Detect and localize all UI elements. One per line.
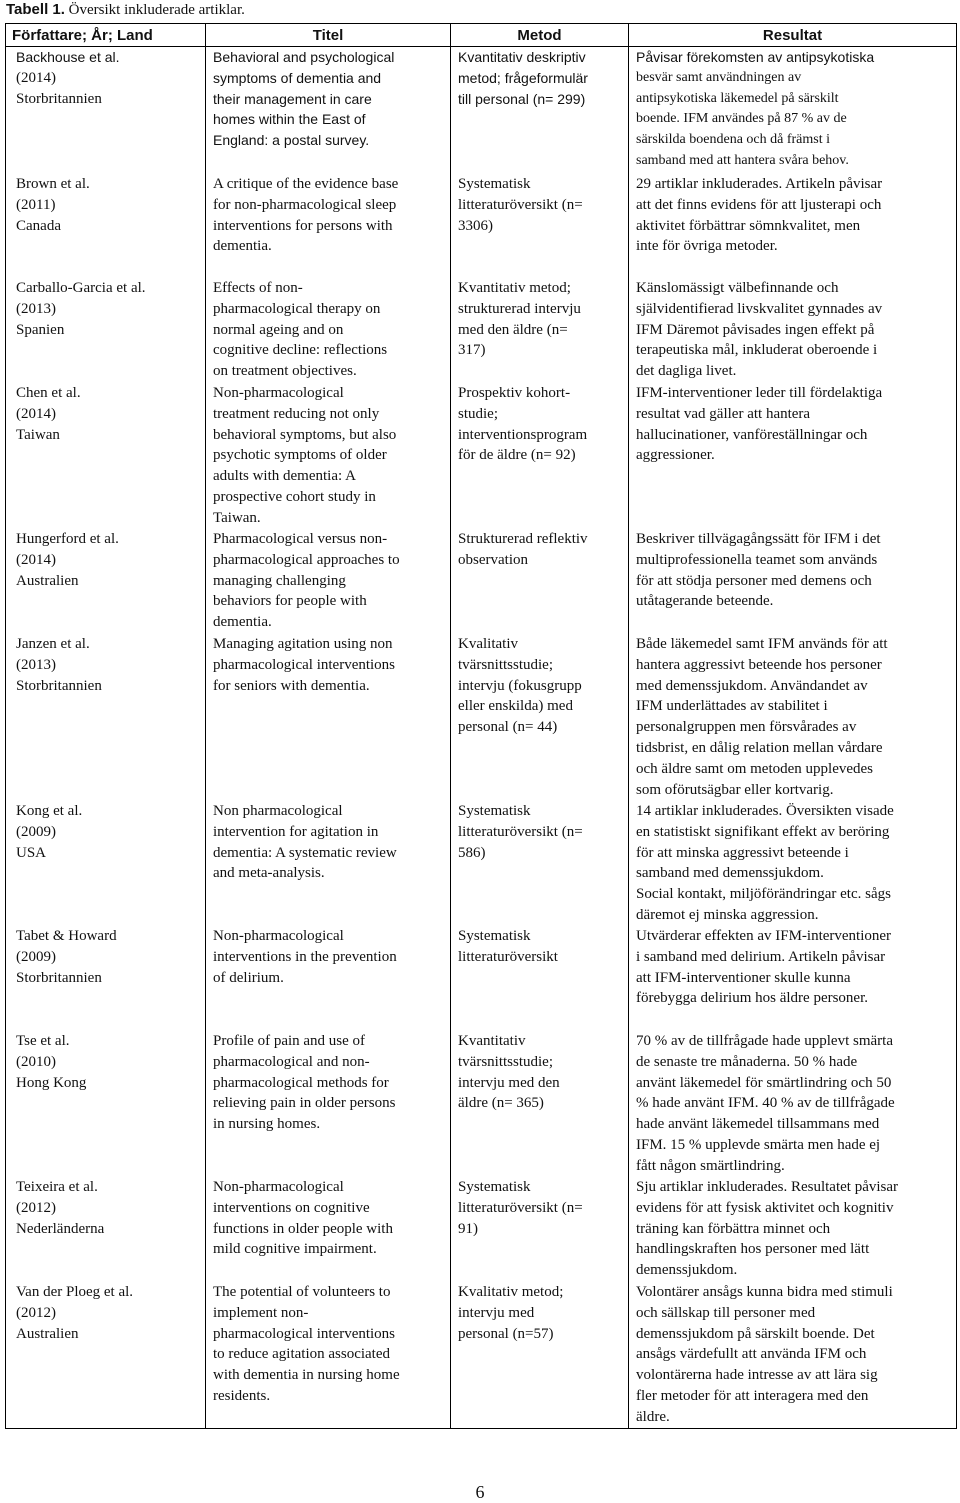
method-line: personal (n=57): [458, 1325, 554, 1342]
author-line: Storbritannien: [16, 90, 102, 107]
title-line: mild cognitive impairment.: [213, 1241, 377, 1258]
author-line: Tabet & Howard: [16, 928, 117, 944]
result-line: för att minska aggressivt beteende i: [636, 844, 849, 861]
result-line: hantera aggressivt beteende hos personer: [636, 656, 882, 673]
result-line: IFM. 15 % upplevde smärta men hade ej: [636, 1136, 881, 1153]
result-line: träning kan förbättra minnet och: [636, 1220, 831, 1237]
result-line: aggressioner.: [636, 447, 715, 464]
title-line: for non-pharmacological sleep: [213, 196, 397, 213]
result-cell: [629, 47, 957, 175]
result-line: däremot ej minska aggression.: [636, 906, 819, 923]
author-line: Tse et al.: [16, 1033, 70, 1049]
method-line: personal (n= 44): [458, 719, 558, 736]
title-line: for seniors with dementia.: [213, 677, 370, 694]
method-line: Systematisk: [458, 176, 531, 192]
table-caption-text: Översikt inkluderade artiklar.: [64, 2, 245, 18]
result-line: att IFM-interventioner skulle kunna: [636, 969, 851, 986]
result-line: samband med demenssjukdom.: [636, 865, 824, 882]
result-line: Både läkemedel samt IFM används för att: [636, 636, 888, 652]
title-line: intervention for agitation in: [213, 823, 379, 840]
title-cell: [206, 926, 451, 1031]
title-line: treatment reducing not only: [213, 405, 380, 422]
result-cell: [629, 801, 957, 926]
articles-table: [5, 23, 957, 1429]
header-result: Resultat: [629, 24, 957, 47]
author-line: (2014): [16, 69, 56, 86]
header-title: Titel: [206, 24, 451, 47]
title-line: Non-pharmacological: [213, 1179, 344, 1195]
title-cell: [206, 1177, 451, 1282]
title-line: prospective cohort study in: [213, 488, 376, 505]
author-line: Kong et al.: [16, 803, 83, 819]
method-line: med den äldre (n=: [458, 321, 568, 338]
table-row: [6, 1177, 957, 1282]
author-cell: [6, 1031, 206, 1177]
title-line: implement non-: [213, 1304, 309, 1321]
author-line: Chen et al.: [16, 385, 81, 401]
result-line: evidens för att fysisk aktivitet och kognitiv: [636, 1199, 894, 1216]
result-line: Känslomässigt välbefinnande och: [636, 280, 839, 296]
title-line: A critique of the evidence base: [213, 176, 399, 192]
author-line: Hong Kong: [16, 1074, 87, 1091]
method-cell: [451, 1031, 629, 1177]
result-line: antipsykotiska läkemedel på särskilt: [636, 90, 839, 106]
result-line: aktivitet förbättrar sömnkvalitet, men: [636, 217, 861, 234]
author-line: Storbritannien: [16, 969, 102, 986]
table-caption-label: Tabell 1.: [6, 1, 65, 18]
author-line: Van der Ploeg et al.: [16, 1284, 134, 1300]
author-line: Australien: [16, 572, 79, 589]
title-line: The potential of volunteers to: [213, 1284, 391, 1300]
table-row: [6, 529, 957, 634]
title-cell: [206, 634, 451, 801]
result-line: förebygga delirium hos äldre personer.: [636, 990, 869, 1007]
page-number: 6: [475, 1482, 485, 1502]
author-line: (2014): [16, 405, 56, 422]
author-cell: [6, 529, 206, 634]
title-line: pharmacological methods for: [213, 1074, 389, 1091]
table-row: [6, 47, 957, 175]
author-cell: [6, 47, 206, 175]
result-line: besvär samt användningen av: [636, 69, 802, 85]
title-line: adults with dementia: A: [213, 468, 356, 485]
result-line: särskilda boendena och då främst i: [636, 132, 830, 148]
title-line: Profile of pain and use of: [213, 1033, 366, 1049]
author-line: Nederländerna: [16, 1220, 105, 1237]
method-line: tvärsnittsstudie;: [458, 1053, 553, 1070]
table-row: [6, 278, 957, 383]
result-line: terapeutiska mål, inkluderat oberoende i: [636, 342, 878, 359]
result-line: för att stödja personer med demens och: [636, 572, 872, 589]
title-line: managing challenging: [213, 572, 346, 589]
table-row: [6, 801, 957, 926]
method-line: Systematisk: [458, 803, 531, 819]
method-line: 3306): [458, 217, 493, 234]
title-line: Effects of non-: [213, 280, 303, 296]
method-line: för de äldre (n= 92): [458, 447, 576, 464]
result-line: handlingskraften hos personer med lätt: [636, 1241, 870, 1258]
method-line: Systematisk: [458, 1179, 531, 1195]
method-line: 586): [458, 844, 486, 861]
title-line: relieving pain in older persons: [213, 1095, 396, 1112]
method-cell: [451, 47, 629, 175]
method-cell: [451, 1177, 629, 1282]
method-line: intervju (fokusgrupp: [458, 677, 582, 694]
author-line: (2009): [16, 823, 56, 840]
method-cell: [451, 383, 629, 529]
author-line: Hungerford et al.: [16, 531, 119, 547]
title-line: homes within the East of: [213, 111, 366, 128]
result-cell: [629, 1282, 957, 1429]
result-line: personalgruppen men försvårades av: [636, 719, 857, 736]
method-line: eller enskilda) med: [458, 698, 573, 715]
result-line: volontärerna hade intresse av att lära sig: [636, 1367, 878, 1384]
table-row: [6, 174, 957, 278]
method-cell: [451, 1282, 629, 1429]
author-line: (2012): [16, 1304, 56, 1321]
author-line: Spanien: [16, 321, 65, 338]
method-line: metod; frågeformulär: [458, 69, 588, 86]
table-caption: [6, 0, 245, 20]
method-line: Prospektiv kohort-: [458, 385, 571, 401]
method-line: litteraturöversikt (n=: [458, 1199, 583, 1216]
title-cell: [206, 1282, 451, 1429]
result-line: Utvärderar effekten av IFM-interventioner: [636, 928, 892, 944]
result-line: % hade använt IFM. 40 % av de tillfrågade: [636, 1095, 895, 1112]
table-row: [6, 1031, 957, 1177]
title-line: pharmacological interventions: [213, 656, 396, 673]
author-line: (2013): [16, 656, 56, 673]
result-line: utåtagerande beteende.: [636, 593, 774, 610]
result-cell: [629, 278, 957, 383]
title-line: of delirium.: [213, 969, 284, 986]
title-line: dementia.: [213, 238, 272, 255]
title-line: Non pharmacological: [213, 803, 343, 819]
result-line: de senaste tre månaderna. 50 % hade: [636, 1053, 858, 1070]
method-cell: [451, 174, 629, 278]
result-cell: [629, 634, 957, 801]
method-line: interventionsprogram: [458, 426, 588, 443]
method-cell: [451, 529, 629, 634]
result-line: Sju artiklar inkluderades. Resultatet påvisar: [636, 1179, 899, 1195]
title-line: normal ageing and on: [213, 321, 344, 338]
result-line: Beskriver tillvägagångssätt för IFM i det: [636, 531, 881, 547]
title-cell: [206, 174, 451, 278]
author-cell: [6, 1177, 206, 1282]
title-line: pharmacological therapy on: [213, 300, 381, 317]
author-line: Australien: [16, 1325, 79, 1342]
result-line: IFM-interventioner leder till fördelaktiga: [636, 385, 883, 401]
result-line: det dagliga livet.: [636, 363, 737, 380]
result-line: multiprofessionella teamet som används: [636, 551, 878, 568]
method-line: intervju med: [458, 1304, 535, 1321]
result-line: och sällskap till personer med: [636, 1304, 816, 1321]
result-line: ansågs värdefullt att använda IFM och: [636, 1346, 867, 1363]
method-line: Systematisk: [458, 928, 531, 944]
method-line: litteraturöversikt (n=: [458, 823, 583, 840]
result-line: fått någon smärtlindring.: [636, 1157, 785, 1174]
title-line: symptoms of dementia and: [213, 69, 382, 86]
result-line: IFM Däremot påvisades ingen effekt på: [636, 321, 875, 338]
author-line: (2013): [16, 300, 56, 317]
author-cell: [6, 801, 206, 926]
result-line: boende. IFM användes på 87 % av de: [636, 111, 847, 127]
title-line: England: a postal survey.: [213, 132, 370, 149]
title-line: pharmacological and non-: [213, 1053, 370, 1070]
author-line: Teixeira et al.: [16, 1179, 98, 1195]
method-line: till personal (n= 299): [458, 90, 586, 107]
method-line: Kvalitativ: [458, 636, 518, 652]
title-line: interventions on cognitive: [213, 1199, 370, 1216]
method-line: 317): [458, 342, 486, 359]
method-line: studie;: [458, 405, 498, 422]
title-cell: [206, 383, 451, 529]
method-cell: [451, 801, 629, 926]
table-body: [6, 47, 957, 1429]
table-header-row: [6, 24, 957, 47]
title-line: their management in care: [213, 90, 372, 107]
author-line: (2009): [16, 948, 56, 965]
header-method: Metod: [451, 24, 629, 47]
result-cell: [629, 529, 957, 634]
result-line: att det finns evidens för att ljusterapi och: [636, 196, 882, 213]
result-line: äldre.: [636, 1408, 670, 1425]
title-line: to reduce agitation associated: [213, 1346, 391, 1363]
result-line: Påvisar förekomsten av antipsykotiska: [636, 49, 875, 65]
title-line: Managing agitation using non: [213, 636, 393, 652]
result-line: 29 artiklar inkluderades. Artikeln påvisar: [636, 176, 883, 192]
author-line: (2012): [16, 1199, 56, 1216]
title-line: dementia.: [213, 614, 272, 631]
method-line: litteraturöversikt: [458, 948, 558, 965]
result-cell: [629, 926, 957, 1031]
title-cell: [206, 47, 451, 175]
author-cell: [6, 278, 206, 383]
author-line: (2010): [16, 1053, 56, 1070]
title-line: pharmacological interventions: [213, 1325, 396, 1342]
author-line: (2014): [16, 551, 56, 568]
author-line: Brown et al.: [16, 176, 90, 192]
method-line: tvärsnittsstudie;: [458, 656, 553, 673]
title-line: and meta-analysis.: [213, 865, 325, 882]
result-line: använt läkemedel för smärtlindring och 50: [636, 1074, 892, 1091]
result-line: demenssjukdom på särskilt boende. Det: [636, 1325, 875, 1342]
author-cell: [6, 1282, 206, 1429]
title-cell: [206, 1031, 451, 1177]
title-line: on treatment objectives.: [213, 363, 357, 380]
title-line: dementia: A systematic review: [213, 844, 397, 861]
title-line: Non-pharmacological: [213, 385, 344, 401]
title-cell: [206, 529, 451, 634]
author-cell: [6, 926, 206, 1031]
title-line: with dementia in nursing home: [213, 1367, 400, 1384]
author-line: Janzen et al.: [16, 636, 90, 652]
result-line: Volontärer ansågs kunna bidra med stimuli: [636, 1284, 893, 1300]
result-line: och äldre samt om metoden upplevedes: [636, 760, 874, 777]
method-line: äldre (n= 365): [458, 1095, 544, 1112]
author-cell: [6, 634, 206, 801]
author-cell: [6, 174, 206, 278]
result-line: med demenssjukdom. Användandet av: [636, 677, 868, 694]
result-cell: [629, 174, 957, 278]
result-line: hallucinationer, vanföreställningar och: [636, 426, 868, 443]
result-cell: [629, 383, 957, 529]
result-line: fler metoder för att interagera med den: [636, 1387, 869, 1404]
title-line: cognitive decline: reflections: [213, 342, 388, 359]
title-cell: [206, 278, 451, 383]
title-line: behaviors for people with: [213, 593, 367, 610]
result-cell: [629, 1031, 957, 1177]
author-line: Storbritannien: [16, 677, 102, 694]
result-line: samband med att hantera svåra behov.: [636, 152, 849, 168]
author-cell: [6, 383, 206, 529]
title-line: interventions in the prevention: [213, 948, 397, 965]
result-line: Social kontakt, miljöförändringar etc. sågs: [636, 886, 891, 903]
title-cell: [206, 801, 451, 926]
author-line: Backhouse et al.: [16, 49, 120, 65]
author-line: Canada: [16, 217, 61, 234]
table-row: [6, 926, 957, 1031]
title-line: residents.: [213, 1387, 271, 1404]
method-cell: [451, 278, 629, 383]
result-line: hade använt läkemedel tillsammans med: [636, 1116, 880, 1133]
result-line: självidentifierad livskvalitet gynnades av: [636, 300, 883, 317]
method-line: Strukturerad reflektiv: [458, 531, 588, 547]
method-line: 91): [458, 1220, 478, 1237]
title-line: behavioral symptoms, but also: [213, 426, 397, 443]
author-line: Taiwan: [16, 426, 60, 443]
header-author: Författare; År; Land: [6, 24, 206, 47]
title-line: interventions for persons with: [213, 217, 393, 234]
result-line: IFM underlättades av stabilitet i: [636, 698, 828, 715]
result-line: demenssjukdom.: [636, 1262, 738, 1279]
author-line: Carballo-Garcia et al.: [16, 280, 146, 296]
title-line: psychotic symptoms of older: [213, 447, 387, 464]
result-line: 70 % av de tillfrågade hade upplevt smärta: [636, 1033, 893, 1049]
result-line: inte för övriga metoder.: [636, 238, 778, 255]
title-line: Taiwan.: [213, 509, 261, 526]
method-line: Kvantitativ metod;: [458, 280, 571, 296]
method-cell: [451, 634, 629, 801]
result-line: en statistiskt signifikant effekt av beröring: [636, 823, 890, 840]
result-line: som oförutsägbar eller kortvarig.: [636, 781, 834, 798]
author-line: USA: [16, 844, 47, 861]
method-line: Kvantitativ deskriptiv: [458, 49, 586, 65]
table-row: [6, 634, 957, 801]
method-cell: [451, 926, 629, 1031]
method-line: litteraturöversikt (n=: [458, 196, 583, 213]
result-line: resultat vad gäller att hantera: [636, 405, 811, 422]
table-row: [6, 1282, 957, 1429]
title-line: Non-pharmacological: [213, 928, 344, 944]
method-line: Kvalitativ metod;: [458, 1284, 564, 1300]
method-line: Kvantitativ: [458, 1033, 526, 1049]
result-cell: [629, 1177, 957, 1282]
result-line: tidsbrist, en dålig relation mellan vårdare: [636, 739, 883, 756]
result-line: 14 artiklar inkluderades. Översikten visade: [636, 803, 894, 819]
author-line: (2011): [16, 196, 56, 213]
title-line: pharmacological approaches to: [213, 551, 400, 568]
title-line: functions in older people with: [213, 1220, 393, 1237]
method-line: observation: [458, 551, 528, 568]
table-row: [6, 383, 957, 529]
title-line: Pharmacological versus non-: [213, 531, 388, 547]
method-line: strukturerad intervju: [458, 300, 581, 317]
title-line: in nursing homes.: [213, 1116, 321, 1133]
result-line: i samband med delirium. Artikeln påvisar: [636, 948, 886, 965]
title-line: Behavioral and psychological: [213, 49, 395, 65]
method-line: intervju med den: [458, 1074, 560, 1091]
